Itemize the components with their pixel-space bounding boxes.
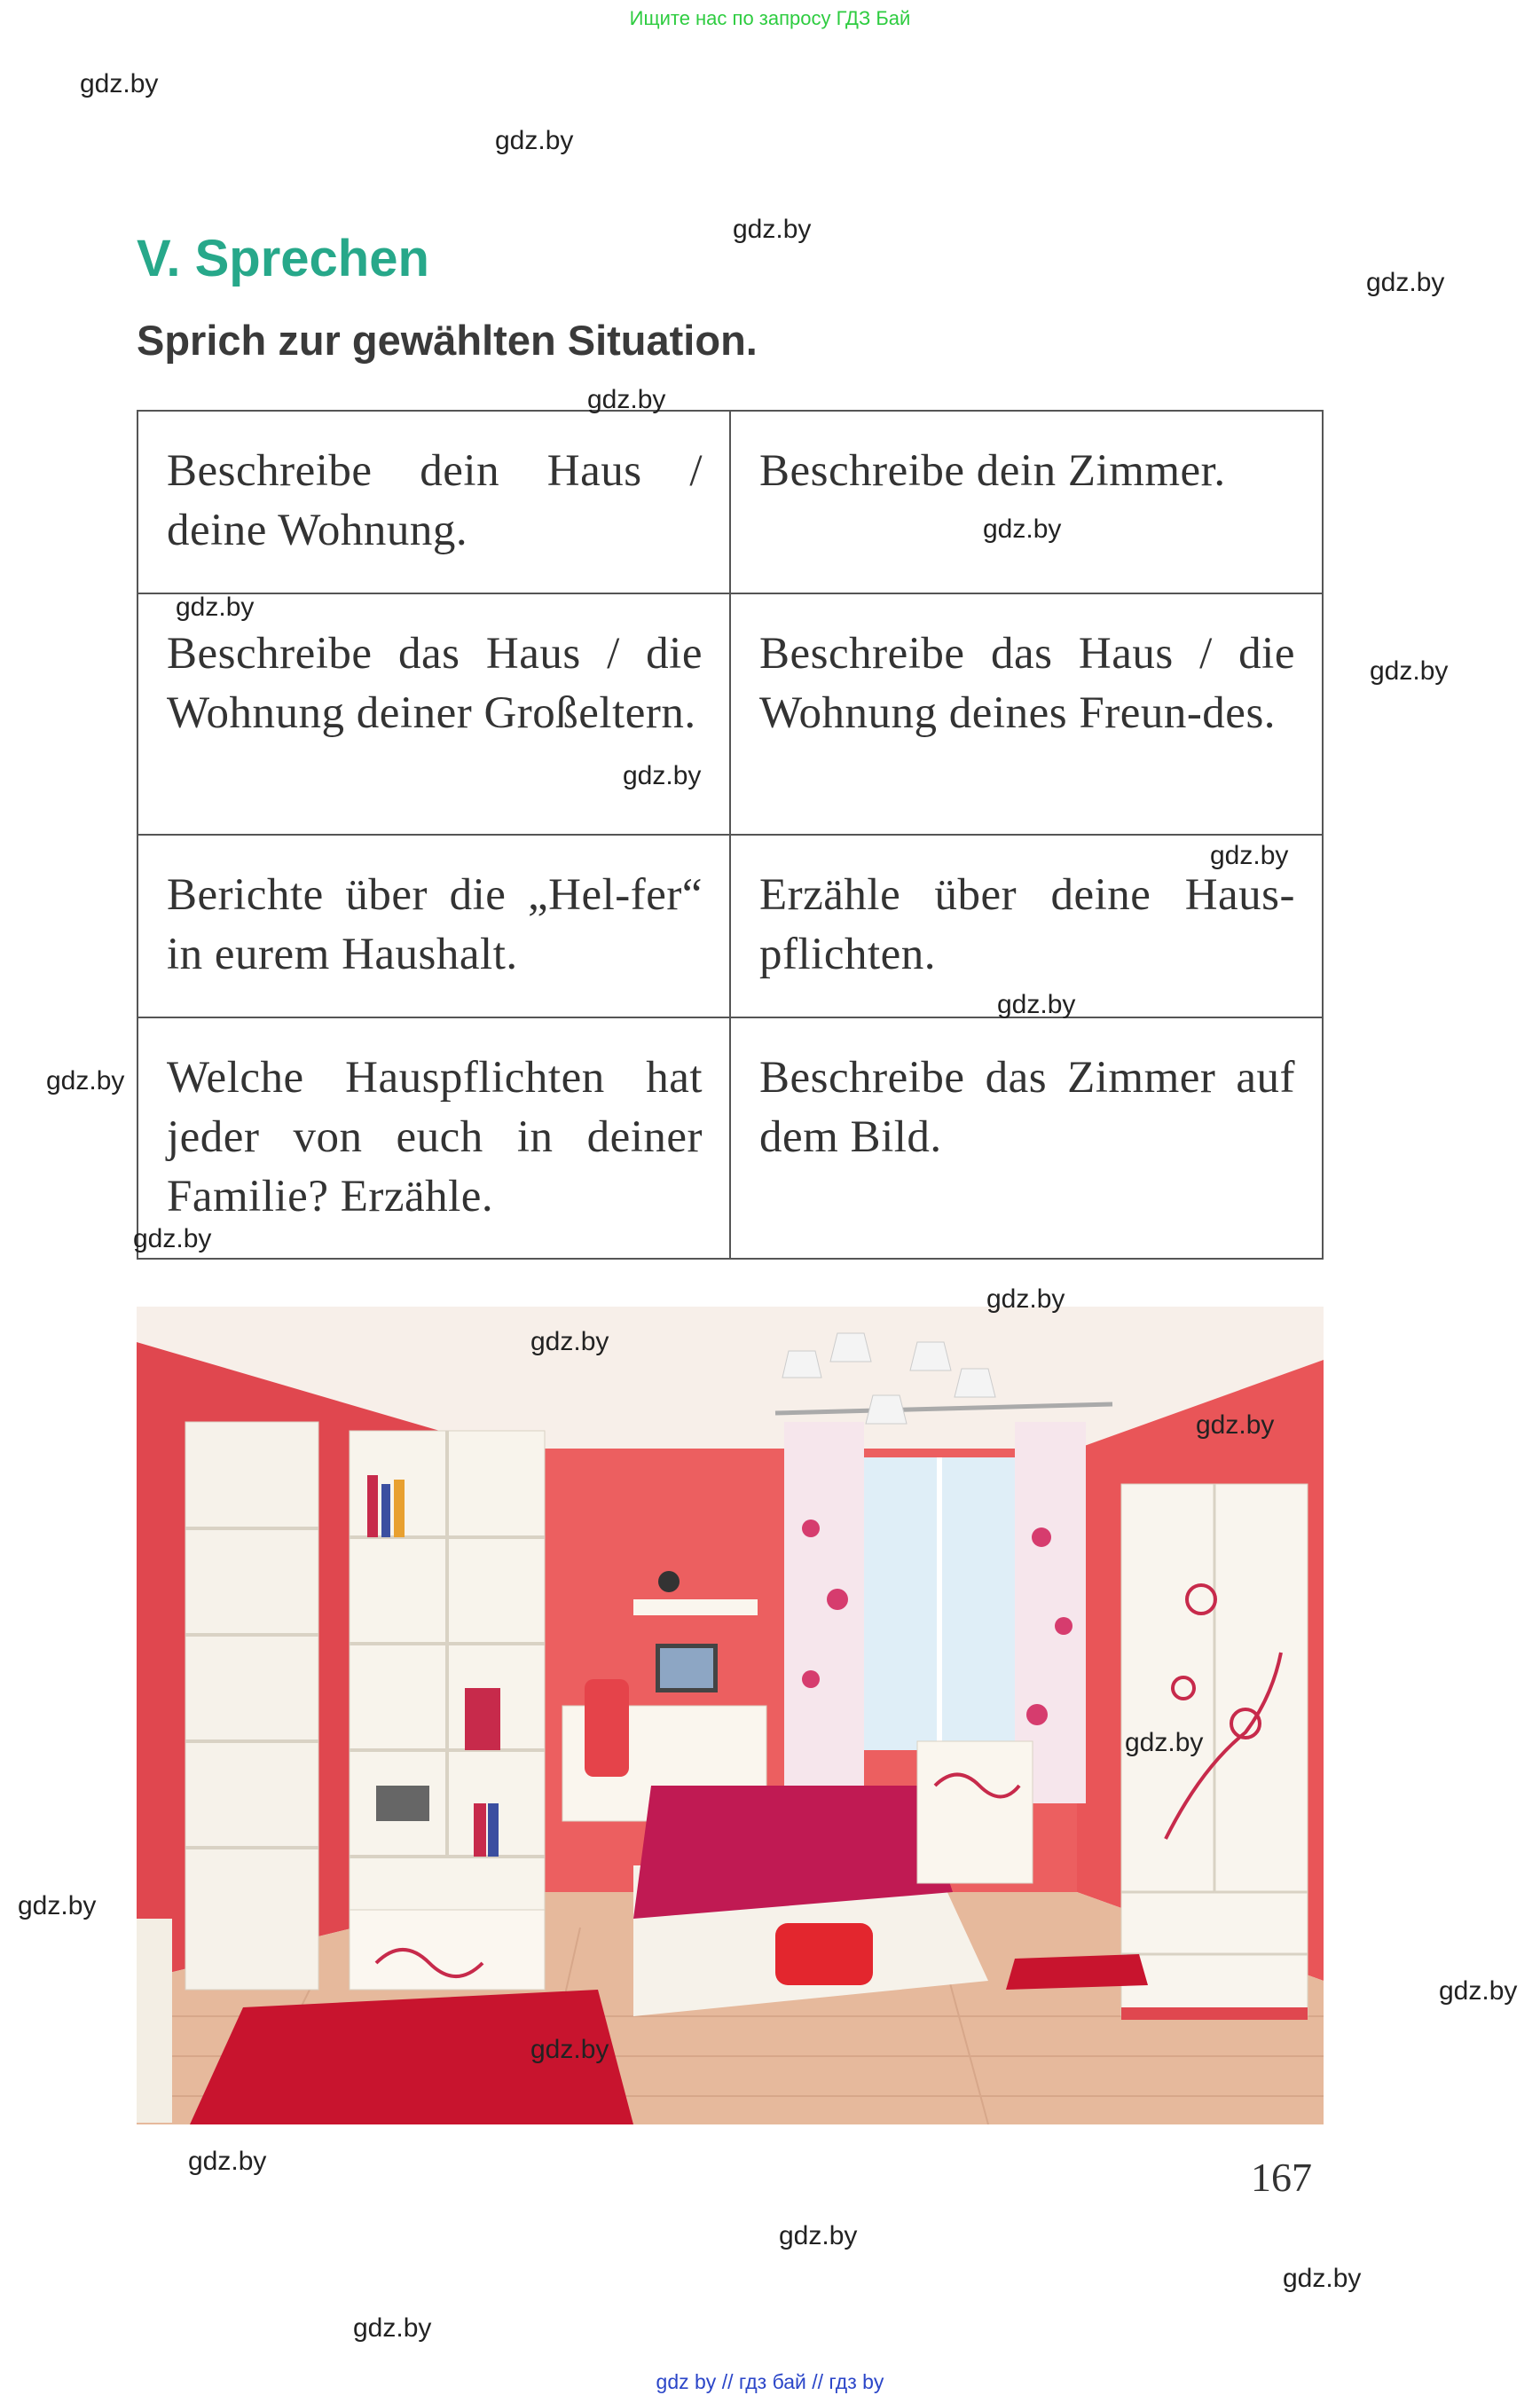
top-banner-link[interactable]: Ищите нас по запросу ГДЗ Бай [629, 7, 911, 29]
task-cell: Welche Hauspflichten hat jeder von euch in deiner Familie? Erzähle. [138, 1017, 730, 1259]
task-cell: Beschreibe das Zimmer auf dem Bild. [730, 1017, 1323, 1259]
watermark-text: gdz.by [495, 126, 574, 155]
watermark-text: gdz.by [983, 514, 1062, 544]
watermark-text: gdz.by [623, 761, 702, 790]
task-table [137, 410, 1324, 1260]
watermark-text: gdz.by [46, 1066, 125, 1095]
task-cell: Beschreibe dein Haus / deine Wohnung. [138, 411, 730, 593]
watermark-text: gdz.by [986, 1284, 1065, 1314]
watermark-text: gdz.by [80, 69, 159, 98]
watermark-text: gdz.by [188, 2147, 267, 2176]
watermark-text: gdz.by [587, 385, 666, 414]
watermark-text: gdz.by [1366, 268, 1445, 297]
instruction-heading: Sprich zur gewählten Situation. [137, 317, 758, 364]
task-cell: Berichte über die „Hel-fer“ in eurem Haushalt. [138, 835, 730, 1017]
watermark-text: gdz.by [779, 2221, 858, 2250]
watermark-text: gdz.by [1283, 2264, 1362, 2293]
watermark-text: gdz.by [530, 1327, 609, 1356]
table-row [138, 593, 1323, 835]
watermark-text: gdz.by [1370, 656, 1449, 686]
page-number: 167 [1251, 2155, 1312, 2200]
table-row [138, 411, 1323, 593]
task-cell: Beschreibe dein Zimmer. [730, 411, 1323, 593]
watermark-text: gdz.by [1196, 1410, 1275, 1440]
watermark-text: gdz.by [18, 1891, 97, 1920]
task-cell: Beschreibe das Haus / die Wohnung deiner Großeltern. [138, 593, 730, 835]
task-cell: Erzähle über deine Haus-pflichten. [730, 835, 1323, 1017]
watermark-text: gdz.by [176, 593, 255, 622]
section-title: V. Sprechen [137, 230, 429, 287]
watermark-text: gdz.by [530, 2035, 609, 2064]
table-row [138, 1017, 1323, 1259]
watermark-text: gdz.by [733, 215, 812, 244]
footer-links[interactable]: gdz by // гдз бай // гдз by [656, 2370, 884, 2393]
watermark-text: gdz.by [997, 990, 1076, 1019]
task-cell: Beschreibe das Haus / die Wohnung deines Freun-des. [730, 593, 1323, 835]
watermark-text: gdz.by [1210, 841, 1289, 870]
bedroom-photo [137, 1307, 1324, 2124]
watermark-text: gdz.by [1125, 1728, 1204, 1757]
table-row [138, 835, 1323, 1017]
watermark-text: gdz.by [133, 1224, 212, 1253]
watermark-text: gdz.by [353, 2313, 432, 2343]
watermark-text: gdz.by [1439, 1976, 1518, 2006]
